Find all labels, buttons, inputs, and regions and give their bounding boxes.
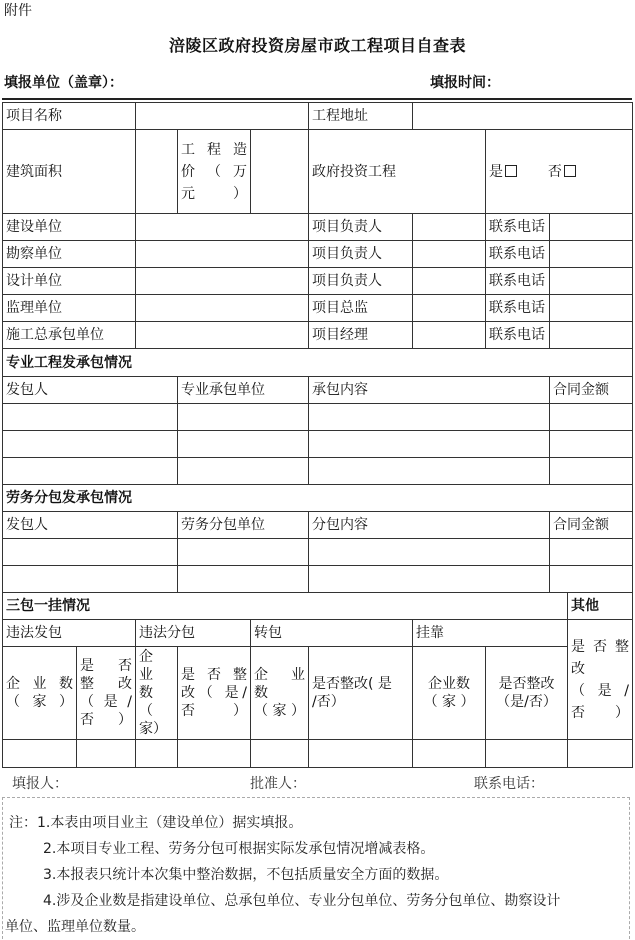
table-cell[interactable] — [550, 404, 633, 431]
table-cell[interactable] — [550, 566, 633, 593]
no-label: 否 — [547, 163, 562, 180]
table-cell[interactable] — [178, 431, 309, 458]
header-separator — [2, 98, 632, 100]
table-cell[interactable] — [550, 458, 633, 485]
phone-label: 联系电话 — [486, 268, 550, 295]
table-row — [3, 740, 633, 768]
table-row — [3, 268, 633, 295]
leader-label: 项目负责人 — [309, 214, 413, 241]
phone-label: 联系电话 — [486, 295, 550, 322]
table-row — [3, 539, 633, 566]
filling-unit-label: 填报单位（盖章）： — [4, 75, 123, 91]
project-name-input[interactable] — [136, 103, 309, 130]
special-header-contractor: 发包人 — [3, 377, 178, 404]
table-row — [3, 214, 633, 241]
gov-invest-label: 政府投资工程 — [309, 130, 486, 214]
general-contractor-input[interactable] — [136, 322, 309, 349]
table-cell[interactable] — [550, 539, 633, 566]
project-manager-input[interactable] — [413, 322, 486, 349]
table-cell[interactable] — [309, 740, 413, 768]
gov-invest-choice — [486, 130, 633, 214]
supervision-unit-label: 监理单位 — [3, 295, 136, 322]
table-cell[interactable] — [136, 740, 178, 768]
survey-unit-label: 勘察单位 — [3, 241, 136, 268]
labor-header-contractor: 发包人 — [3, 512, 178, 539]
labor-header-unit: 劳务分包单位 — [178, 512, 309, 539]
group-illegal-subcontracting: 违法分包 — [136, 620, 251, 647]
special-header-content: 承包内容 — [309, 377, 550, 404]
project-cost-input[interactable] — [251, 130, 309, 214]
table-cell[interactable] — [486, 740, 568, 768]
g3-count-label: 企 业 数 （ 家 ） — [251, 647, 309, 740]
table-row — [3, 431, 633, 458]
group-illegal-contracting: 违法发包 — [3, 620, 136, 647]
table-row — [3, 512, 633, 539]
phone-input[interactable] — [550, 268, 633, 295]
labor-header-content: 分包内容 — [309, 512, 550, 539]
note-1: 注：1.本表由项目业主（建设单位）据实填报。 — [9, 815, 303, 831]
table-cell[interactable] — [178, 404, 309, 431]
g1-count-label: 企 业 数 （ 家 ） — [3, 647, 77, 740]
note-3: 3.本报表只统计本次集中整治数据，不包括质量安全方面的数据。 — [43, 867, 449, 883]
table-cell[interactable] — [3, 539, 178, 566]
notes-box — [2, 797, 630, 939]
filling-time-label: 填报时间： — [430, 75, 500, 91]
chief-supervisor-input[interactable] — [413, 295, 486, 322]
filler-label: 填报人： — [12, 776, 68, 792]
table-row — [3, 130, 633, 214]
leader-input[interactable] — [413, 268, 486, 295]
table-row — [3, 404, 633, 431]
table-row — [3, 593, 633, 620]
table-cell[interactable] — [251, 740, 309, 768]
group-affiliation: 挂靠 — [413, 620, 568, 647]
inspection-table — [2, 102, 633, 768]
table-cell[interactable] — [178, 458, 309, 485]
signature-footer — [2, 767, 632, 797]
leader-input[interactable] — [413, 214, 486, 241]
phone-input[interactable] — [550, 295, 633, 322]
table-cell[interactable] — [3, 566, 178, 593]
survey-unit-input[interactable] — [136, 241, 309, 268]
phone-label: 联系电话 — [486, 241, 550, 268]
table-row — [3, 620, 633, 647]
phone-input[interactable] — [550, 214, 633, 241]
table-cell[interactable] — [77, 740, 136, 768]
table-row — [3, 647, 633, 740]
construction-unit-label: 建设单位 — [3, 214, 136, 241]
g2-count-label: 企 业 数 （ 家） — [136, 647, 178, 740]
phone-input[interactable] — [550, 241, 633, 268]
table-cell[interactable] — [3, 431, 178, 458]
table-row — [3, 322, 633, 349]
g4-count-label: 企业数 （ 家 ） — [413, 647, 486, 740]
table-row — [3, 349, 633, 377]
labor-header-amount: 合同金额 — [550, 512, 633, 539]
general-contractor-label: 施工总承包单位 — [3, 322, 136, 349]
g3-rectify-label: 是否整改( 是 /否） — [309, 647, 413, 740]
table-cell[interactable] — [3, 458, 178, 485]
table-cell[interactable] — [568, 740, 633, 768]
note-2: 2.本项目专业工程、劳务分包可根据实际发承包情况增减表格。 — [43, 841, 435, 857]
chief-supervisor-label: 项目总监 — [309, 295, 413, 322]
page-title: 涪陵区政府投资房屋市政工程项目自查表 — [168, 36, 466, 55]
project-cost-label: 工 程 造 价 （ 万 元 ） — [178, 130, 251, 214]
table-cell[interactable] — [309, 431, 550, 458]
project-address-input[interactable] — [413, 103, 633, 130]
table-row — [3, 241, 633, 268]
building-area-input[interactable] — [136, 130, 178, 214]
construction-unit-input[interactable] — [136, 214, 309, 241]
table-cell[interactable] — [3, 404, 178, 431]
table-cell[interactable] — [178, 566, 309, 593]
table-cell[interactable] — [309, 539, 550, 566]
yes-checkbox[interactable] — [505, 165, 517, 177]
note-4: 4.涉及企业数是指建设单位、总承包单位、专业分包单位、劳务分包单位、勘察设计 — [43, 893, 561, 909]
design-unit-label: 设计单位 — [3, 268, 136, 295]
building-area-label: 建筑面积 — [3, 130, 136, 214]
other-rectify-label: 是否整 改 （ 是 / 否） — [568, 620, 633, 740]
table-cell[interactable] — [550, 431, 633, 458]
phone-label: 联系电话 — [486, 214, 550, 241]
footer-phone-label: 联系电话： — [474, 776, 544, 792]
sanbao-section-title: 三包一挂情况 — [3, 593, 568, 620]
table-row — [3, 485, 633, 512]
table-row — [3, 566, 633, 593]
group-transfer: 转包 — [251, 620, 413, 647]
labor-section-title: 劳务分包发承包情况 — [3, 485, 633, 512]
project-name-label: 项目名称 — [3, 103, 136, 130]
yes-label: 是 — [489, 163, 504, 180]
other-title: 其他 — [568, 593, 633, 620]
attachment-label: 附件 — [4, 3, 32, 19]
g2-rectify-label: 是 否 整 改（ 是/ 否） — [178, 647, 251, 740]
leader-label: 项目负责人 — [309, 268, 413, 295]
table-row — [3, 103, 633, 130]
approver-label: 批准人： — [250, 776, 306, 792]
leader-label: 项目负责人 — [309, 241, 413, 268]
phone-input[interactable] — [550, 322, 633, 349]
table-row — [3, 458, 633, 485]
special-header-unit: 专业承包单位 — [178, 377, 309, 404]
phone-label: 联系电话 — [486, 322, 550, 349]
special-section-title: 专业工程发承包情况 — [3, 349, 633, 377]
table-cell[interactable] — [309, 458, 550, 485]
table-cell[interactable] — [178, 539, 309, 566]
design-unit-input[interactable] — [136, 268, 309, 295]
leader-input[interactable] — [413, 241, 486, 268]
table-cell[interactable] — [178, 740, 251, 768]
table-row — [3, 377, 633, 404]
g4-rectify-label: 是否整改 （是/否） — [486, 647, 568, 740]
table-cell[interactable] — [309, 404, 550, 431]
no-checkbox[interactable] — [564, 165, 576, 177]
table-cell[interactable] — [3, 740, 77, 768]
supervision-unit-input[interactable] — [136, 295, 309, 322]
project-address-label: 工程地址 — [309, 103, 413, 130]
table-cell[interactable] — [309, 566, 550, 593]
special-header-amount: 合同金额 — [550, 377, 633, 404]
g1-rectify-label: 是 否 整 改 （ 是 / 否） — [77, 647, 136, 740]
note-4-cont: 单位、监理单位数量。 — [5, 919, 145, 935]
table-cell[interactable] — [413, 740, 486, 768]
project-manager-label: 项目经理 — [309, 322, 413, 349]
table-row — [3, 295, 633, 322]
